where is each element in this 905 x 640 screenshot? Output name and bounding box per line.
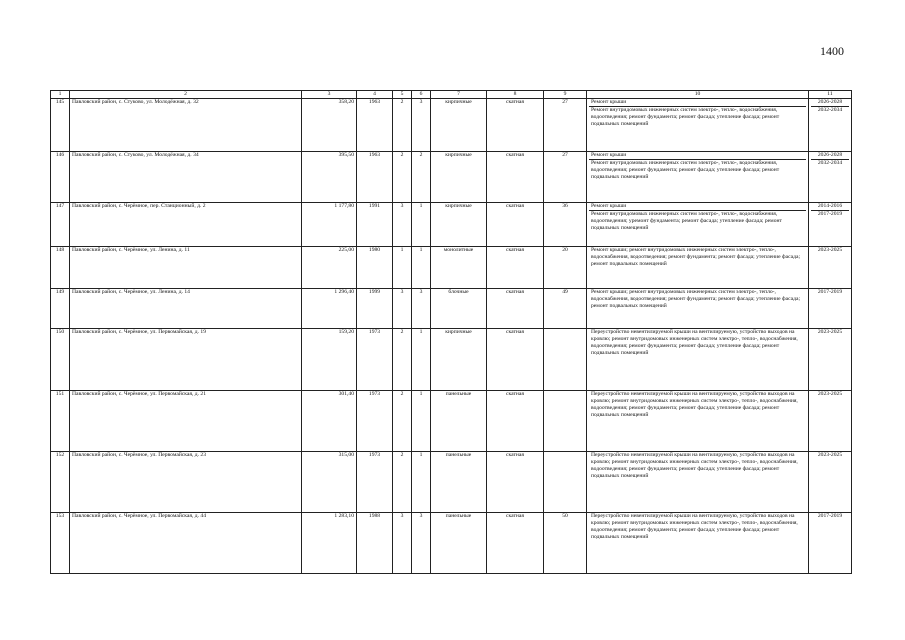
works-cell [587,391,809,452]
works-cell [587,513,809,574]
col-number-4: 4 [357,91,393,99]
wear-percent-cell: 49 [544,289,587,329]
table-row [51,247,852,289]
period-item: 2017-2019 [817,513,843,519]
roof-type-cell: скатная [487,452,544,513]
period-cell [809,152,852,203]
works-cell [587,203,809,247]
floors-cell: 2 [393,99,412,152]
entrances-cell: 3 [412,99,431,152]
area-cell: 159,20 [302,329,357,391]
work-item: Ремонт внутридомовых инженерных систем электро-, тепло-, водоснабжения, водоотведения; уремонт фундамента; ремонт фасада; утепление фасада; ремонт подвальных помещений [591,211,782,231]
row-number-cell: 151 [51,391,70,452]
build-year-cell: 1988 [357,513,393,574]
build-year-cell: 1963 [357,99,393,152]
roof-type-cell: скатная [487,513,544,574]
row-number-cell: 152 [51,452,70,513]
work-item: Переустройство невентилируемой крыши на вентилируемую, устройство выходов на кровлю; ремонт внутридомовых инженерных систем электро-, тепло-, водоснабжения, водоотведения; ремонт фундамента; ремонт фасада; утепление фасада; ремонт подвальных помещений [591,513,798,540]
period-item: 2017-2019 [817,211,843,217]
col-number-1: 1 [51,91,70,99]
wall-material-cell: панельные [431,513,487,574]
area-cell: 1 177,80 [302,203,357,247]
works-cell [587,99,809,152]
build-year-cell: 1980 [357,247,393,289]
wall-material-cell: кирпичные [431,329,487,391]
works-cell [587,452,809,513]
wear-percent-cell [544,329,587,391]
col-number-8: 8 [487,91,544,99]
address-cell: Павловский район, с. Черёмное, пер. Станционный, д. 2 [70,203,302,247]
wear-percent-cell: 36 [544,203,587,247]
period-item: 2023-2025 [817,391,843,397]
floors-cell: 2 [393,152,412,203]
floors-cell: 1 [393,247,412,289]
page-number: 1400 [820,44,844,58]
period-cell [809,203,852,247]
wear-percent-cell [544,452,587,513]
col-number-3: 3 [302,91,357,99]
area-cell: 315,00 [302,452,357,513]
build-year-cell: 1973 [357,452,393,513]
period-item: 2026-2028 [811,152,849,160]
table-row [51,289,852,329]
area-cell: 1 283,10 [302,513,357,574]
address-cell: Павловский район, с. Черёмное, ул. Первомайская, д. 23 [70,452,302,513]
period-cell [809,329,852,391]
floors-cell: 3 [393,203,412,247]
address-cell: Павловский район, с. Черёмное, ул. Первомайская, д. 44 [70,513,302,574]
entrances-cell: 1 [412,452,431,513]
work-item: Ремонт внутридомовых инженерных систем электро-, тепло-, водоснабжения, водоотведения; ремонт фундамента; ремонт фасада; утепление фасада; ремонт подвальных помещений [591,107,780,127]
row-number-cell: 153 [51,513,70,574]
area-cell: 1 296,40 [302,289,357,329]
table-row [51,329,852,391]
entrances-cell: 1 [412,329,431,391]
row-number-cell: 148 [51,247,70,289]
period-cell [809,247,852,289]
wall-material-cell: панельные [431,391,487,452]
floors-cell: 3 [393,513,412,574]
row-number-cell: 149 [51,289,70,329]
address-cell: Павловский район, с. Стуково, ул. Молодёжная, д. 32 [70,99,302,152]
wear-percent-cell: 27 [544,152,587,203]
wall-material-cell: кирпичные [431,99,487,152]
wall-material-cell: монолитные [431,247,487,289]
build-year-cell: 1991 [357,203,393,247]
row-number-cell: 150 [51,329,70,391]
col-number-10: 10 [587,91,809,99]
wear-percent-cell: 50 [544,513,587,574]
wall-material-cell: блочные [431,289,487,329]
row-number-cell: 145 [51,99,70,152]
work-item: Ремонт крыши [589,203,806,211]
area-cell: 358,20 [302,99,357,152]
entrances-cell: 1 [412,247,431,289]
col-number-11: 11 [809,91,852,99]
period-cell [809,513,852,574]
roof-type-cell: скатная [487,247,544,289]
works-cell [587,329,809,391]
works-cell [587,152,809,203]
area-cell: 301,40 [302,391,357,452]
build-year-cell: 1973 [357,391,393,452]
roof-type-cell: скатная [487,329,544,391]
wear-percent-cell: 27 [544,99,587,152]
table-row [51,152,852,203]
table-row [51,513,852,574]
col-number-9: 9 [544,91,587,99]
work-item: Переустройство невентилируемой крыши на вентилируемую, устройство выходов на кровлю; ремонт внутридомовых инженерных систем электро-, тепло-, водоснабжения, водоотведения; ремонт фундамента; ремонт фасада; утепление фасада; ремонт подвальных помещений [591,329,798,356]
works-cell [587,289,809,329]
column-number-row [51,91,852,99]
floors-cell: 2 [393,329,412,391]
wear-percent-cell [544,391,587,452]
work-item: Переустройство невентилируемой крыши на вентилируемую, устройство выходов на кровлю; ремонт внутридомовых инженерных систем электро-, тепло-, водоснабжения, водоотведения; ремонт фундамента; ремонт фасада; утепление фасада; ремонт подвальных помещений [591,452,798,479]
roof-type-cell: скатная [487,99,544,152]
entrances-cell: 3 [412,289,431,329]
build-year-cell: 1999 [357,289,393,329]
work-item: Ремонт внутридомовых инженерных систем электро-, тепло-, водоснабжения, водоотведения; ремонт фундамента; ремонт фасада; утепление фасада; ремонт подвальных помещений [591,160,780,180]
period-item: 2032-2034 [817,107,843,113]
work-item: Ремонт крыши [589,152,806,160]
floors-cell: 2 [393,391,412,452]
wall-material-cell: панельные [431,452,487,513]
area-cell: 225,00 [302,247,357,289]
col-number-6: 6 [412,91,431,99]
table-row [51,391,852,452]
period-item: 2023-2025 [817,247,843,253]
work-item: Ремонт крыши; ремонт внутридомовых инженерных систем электро-, тепло-, водоснабжения, водоотведения; ремонт фундамента; ремонт фасада; утепление фасада; ремонт подвальных помещений [591,289,801,309]
period-item: 2026-2028 [811,99,849,107]
work-item: Ремонт крыши; ремонт внутридомовых инженерных систем электро-, тепло-, водоснабжения, водоотведения; ремонт фундамента; ремонт фасада; утепление фасада; ремонт подвальных помещений [591,247,801,267]
works-cell [587,247,809,289]
housing-repair-table [50,90,852,574]
roof-type-cell: скатная [487,152,544,203]
address-cell: Павловский район, с. Черёмное, ул. Ленина, д. 11 [70,247,302,289]
period-item: 2023-2025 [817,329,843,335]
entrances-cell: 2 [412,152,431,203]
col-number-7: 7 [431,91,487,99]
address-cell: Павловский район, с. Черёмное, ул. Первомайская, д. 19 [70,329,302,391]
floors-cell: 3 [393,289,412,329]
wall-material-cell: кирпичные [431,152,487,203]
table-row [51,452,852,513]
roof-type-cell: скатная [487,391,544,452]
entrances-cell: 1 [412,203,431,247]
period-cell [809,289,852,329]
address-cell: Павловский район, с. Черёмное, ул. Ленина, д. 14 [70,289,302,329]
wear-percent-cell: 20 [544,247,587,289]
period-cell [809,99,852,152]
build-year-cell: 1973 [357,329,393,391]
table-row [51,99,852,152]
col-number-5: 5 [393,91,412,99]
roof-type-cell: скатная [487,289,544,329]
period-item: 2032-2034 [817,160,843,166]
work-item: Переустройство невентилируемой крыши на вентилируемую, устройство выходов на кровлю; ремонт внутридомовых инженерных систем электро-, тепло-, водоснабжения, водоотведения; ремонт фундамента; ремонт фасада; утепление фасада; ремонт подвальных помещений [591,391,798,418]
floors-cell: 2 [393,452,412,513]
area-cell: 395,50 [302,152,357,203]
entrances-cell: 1 [412,391,431,452]
row-number-cell: 147 [51,203,70,247]
address-cell: Павловский район, с. Черёмное, ул. Первомайская, д. 21 [70,391,302,452]
work-item: Ремонт крыши [589,99,806,107]
entrances-cell: 3 [412,513,431,574]
build-year-cell: 1963 [357,152,393,203]
table-body [51,91,852,574]
period-cell [809,391,852,452]
roof-type-cell: скатная [487,203,544,247]
address-cell: Павловский район, с. Стуково, ул. Молодёжная, д. 34 [70,152,302,203]
wall-material-cell: кирпичные [431,203,487,247]
table-row [51,203,852,247]
period-item: 2017-2019 [817,289,843,295]
period-cell [809,452,852,513]
row-number-cell: 146 [51,152,70,203]
period-item: 2023-2025 [817,452,843,458]
col-number-2: 2 [70,91,302,99]
period-item: 2014-2016 [811,203,849,211]
